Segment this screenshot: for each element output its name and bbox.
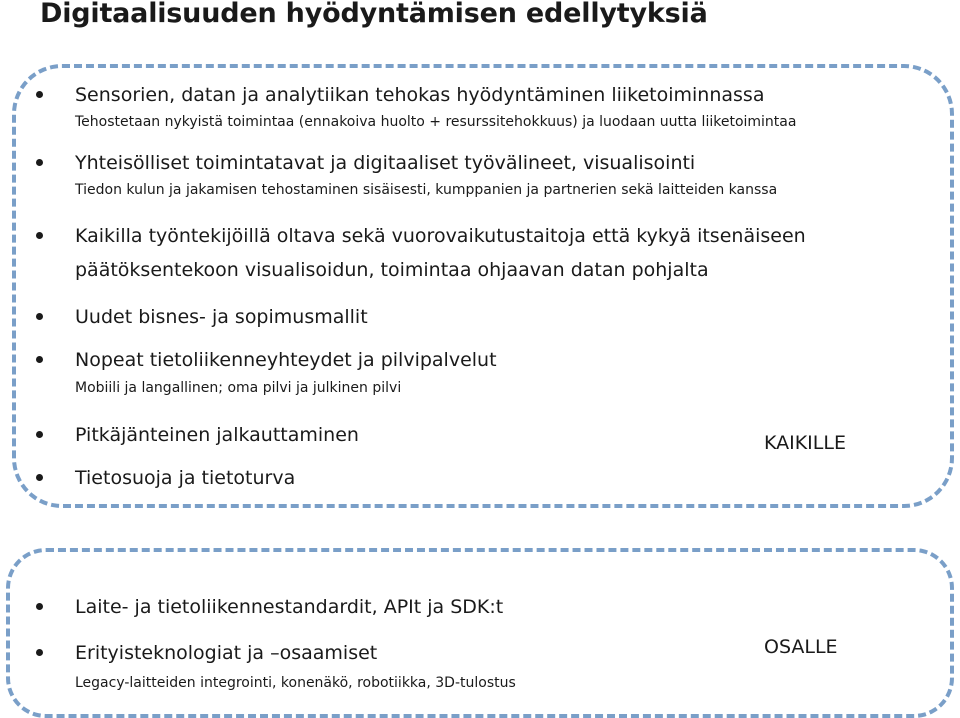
item-text: Laite- ja tietoliikennestandardit, APIt ja SDK:t <box>75 596 504 618</box>
bullet-icon <box>36 232 43 239</box>
bullet-icon <box>36 356 43 363</box>
bullet-icon <box>36 91 43 98</box>
item-text: Pitkäjänteinen jalkauttaminen <box>75 424 359 446</box>
item-text: Kaikilla työntekijöillä oltava sekä vuorovaikutustaitoja että kykyä itsenäiseen <box>75 225 806 247</box>
item-text: Sensorien, datan ja analytiikan tehokas hyödyntäminen liiketoiminnassa <box>75 84 765 106</box>
item-text: Erityisteknologiat ja –osaamiset <box>75 642 378 664</box>
item-subtext: Tiedon kulun ja jakamisen tehostaminen sisäisesti, kumppanien ja partnerien sekä laitteiden kanssa <box>75 182 778 198</box>
item-subtext: Tehostetaan nykyistä toimintaa (ennakoiva huolto + resurssitehokkuus) ja luodaan uutta liiketoimintaa <box>75 114 797 130</box>
bullet-icon <box>36 313 43 320</box>
bullet-icon <box>36 649 43 656</box>
item-subtext: Legacy-laitteiden integrointi, konenäkö, robotiikka, 3D-tulostus <box>75 675 516 691</box>
item-text-continued: päätöksentekoon visualisoidun, toimintaa ohjaavan datan pohjalta <box>75 259 709 281</box>
bullet-icon <box>36 431 43 438</box>
slide-title: Digitaalisuuden hyödyntämisen edellytyksiä <box>40 0 708 29</box>
item-text: Tietosuoja ja tietoturva <box>75 467 296 489</box>
item-text: Yhteisölliset toimintatavat ja digitaaliset työvälineet, visualisointi <box>75 152 696 174</box>
item-subtext: Mobiili ja langallinen; oma pilvi ja julkinen pilvi <box>75 380 402 396</box>
audience-tag-some: OSALLE <box>764 636 838 658</box>
bullet-icon <box>36 603 43 610</box>
item-text: Nopeat tietoliikenneyhteydet ja pilvipalvelut <box>75 349 497 371</box>
bullet-icon <box>36 474 43 481</box>
bullet-icon <box>36 159 43 166</box>
item-text: Uudet bisnes- ja sopimusmallit <box>75 306 368 328</box>
audience-tag-all: KAIKILLE <box>764 432 846 454</box>
